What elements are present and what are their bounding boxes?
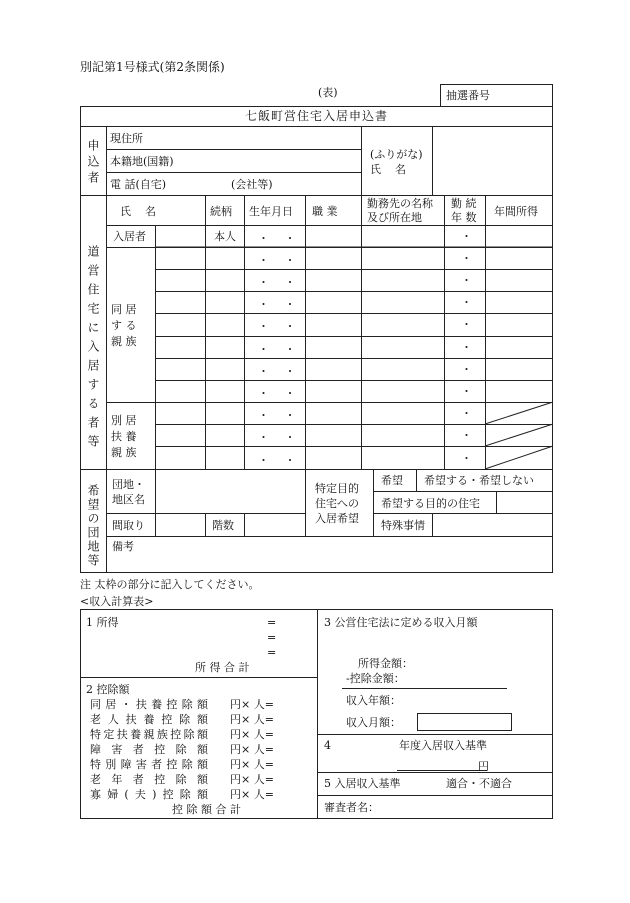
calc-table-title: <収入計算表> [80,595,154,608]
years-mark: ・ [461,318,472,331]
deduction-item: 特定扶養親族控除額 [90,728,208,741]
phone-home-label: 電 話(自宅) [110,178,167,191]
yen-label: 円 [478,760,489,773]
form-title: 七飯町営住宅入居申込書 [244,109,388,123]
years-mark: ・ [461,274,472,287]
special-circumstances-label: 特殊事情 [381,519,425,532]
domicile-label: 本籍地(国籍) [110,155,174,168]
deduction-formula: 円× 人= [230,728,274,741]
years-mark: ・ [461,363,472,376]
col-workplace-line2: 及び所在地 [367,211,422,224]
monthly-income-label: 収入月額： [346,716,401,729]
residents-section-label: 道営住宅に入居する者等 [86,245,100,454]
income-eq-3: = [267,646,277,659]
deduction-heading: 2 控除額 [86,683,130,696]
deduction-item: 老年者控除額 [90,773,208,786]
income-heading: 1 所得 [86,616,119,629]
lottery-number-field[interactable] [441,85,552,106]
special-purpose-label-2: 住宅への [315,497,359,510]
years-mark: ・ [461,230,472,243]
date-mark: ・ ・ [258,409,302,422]
lottery-number-label: 抽選番号 [446,89,490,102]
complex-name-field[interactable] [156,470,304,512]
furigana-label: (ふりがな) [370,148,423,161]
minus-deduction-label: -控除金額： [346,672,405,685]
floor-label: 階数 [212,519,234,532]
layout-label: 間取り [112,519,145,532]
examiner-field[interactable] [385,797,551,817]
applicant-section-label: 申込者 [86,139,100,187]
fit-options[interactable]: 適合・不適合 [446,777,512,790]
dependent-label-2: 扶 養 [111,430,137,443]
income-total-label: 所 得 合 計 [195,661,250,674]
address-label: 現住所 [110,132,143,145]
deduction-formula: 円× 人= [230,788,274,801]
deduction-item: 老人扶養控除額 [90,713,208,726]
form-number: 別記第1号様式(第2条関係) [80,60,225,74]
col-birthdate: 生年月日 [249,205,293,218]
deduction-formula: 円× 人= [230,758,274,771]
deduction-formula: 円× 人= [230,713,274,726]
deduction-item: 同居・扶養控除額 [90,698,208,711]
fill-note: 注 太枠の部分に記入してください。 [80,578,260,591]
monthly-income-field[interactable] [417,713,512,731]
deduction-item: 寡婦(夫)控除額 [90,788,208,801]
applicant-name-label: 氏 名 [370,163,406,176]
income-amount-label: 所得金額： [358,657,413,670]
deduction-total-label: 控 除 額 合 計 [172,803,241,816]
section-5-label: 5 入居収入基準 [324,777,401,790]
address-field[interactable] [160,127,360,148]
hope-label: 希望 [381,474,403,487]
col-relation: 続柄 [210,205,232,218]
domicile-field[interactable] [190,150,360,171]
col-years-line1: 勤 続 [451,197,477,210]
date-mark: ・ ・ [258,431,302,444]
date-mark: ・ ・ [258,387,302,400]
applicant-name-field[interactable] [433,127,552,194]
years-mark: ・ [461,296,472,309]
self-relation: 本人 [214,230,236,243]
section-4-number: 4 [324,739,331,752]
years-mark: ・ [461,341,472,354]
self-row-label: 入居者 [113,230,146,243]
deduction-formula: 円× 人= [230,698,274,711]
deduction-formula: 円× 人= [230,743,274,756]
dependent-label-1: 別 居 [111,414,137,427]
date-mark: ・ ・ [258,254,302,267]
date-mark: ・ ・ [258,320,302,333]
remarks-field[interactable] [107,552,552,572]
complex-label-1: 団地・ [112,478,145,491]
complex-label-2: 地区名 [112,493,145,506]
special-purpose-label-3: 入居希望 [315,512,359,525]
purpose-housing-label: 希望する目的の住宅 [381,497,480,510]
cohabit-label-1: 同 居 [111,303,137,316]
form-side-label: (表) [318,86,338,99]
deduction-item: 特別障害者控除額 [90,758,208,771]
col-occupation: 職 業 [312,205,338,218]
income-eq-2: = [267,631,277,644]
deduction-formula: 円× 人= [230,773,274,786]
hope-options[interactable]: 希望する・希望しない [424,474,534,487]
col-workplace-line1: 勤務先の名称 [367,197,433,210]
examiner-label: 審査者名： [324,801,379,814]
date-mark: ・ ・ [258,365,302,378]
years-mark: ・ [461,252,472,265]
col-annual-income: 年間所得 [494,205,538,218]
cohabit-label-3: 親 族 [111,335,137,348]
income-eq-1: = [267,616,277,629]
monthly-income-heading: 3 公営住宅法に定める収入月額 [324,616,478,629]
col-name: 氏 名 [120,205,156,218]
income-standard-label: 年度入居収入基準 [399,739,487,752]
cohabit-label-2: す る [111,319,137,332]
special-purpose-label-1: 特定目的 [315,482,359,495]
years-mark: ・ [461,385,472,398]
col-years-line2: 年 数 [451,211,477,224]
years-mark: ・ [461,452,472,465]
date-mark: ・ ・ [258,276,302,289]
date-mark: ・ ・ [258,454,302,467]
date-mark: ・ ・ [258,343,302,356]
phone-work-label: (会社等) [231,178,273,191]
years-mark: ・ [461,429,472,442]
date-mark: ・ ・ [258,232,302,245]
deduction-item: 障害者控除額 [90,743,208,756]
dependent-label-3: 親 族 [111,446,137,459]
remarks-label: 備考 [112,540,134,553]
years-mark: ・ [461,407,472,420]
desired-section-label: 希望の団地等 [86,484,100,568]
date-mark: ・ ・ [258,298,302,311]
annual-income-label: 収入年額： [346,694,401,707]
